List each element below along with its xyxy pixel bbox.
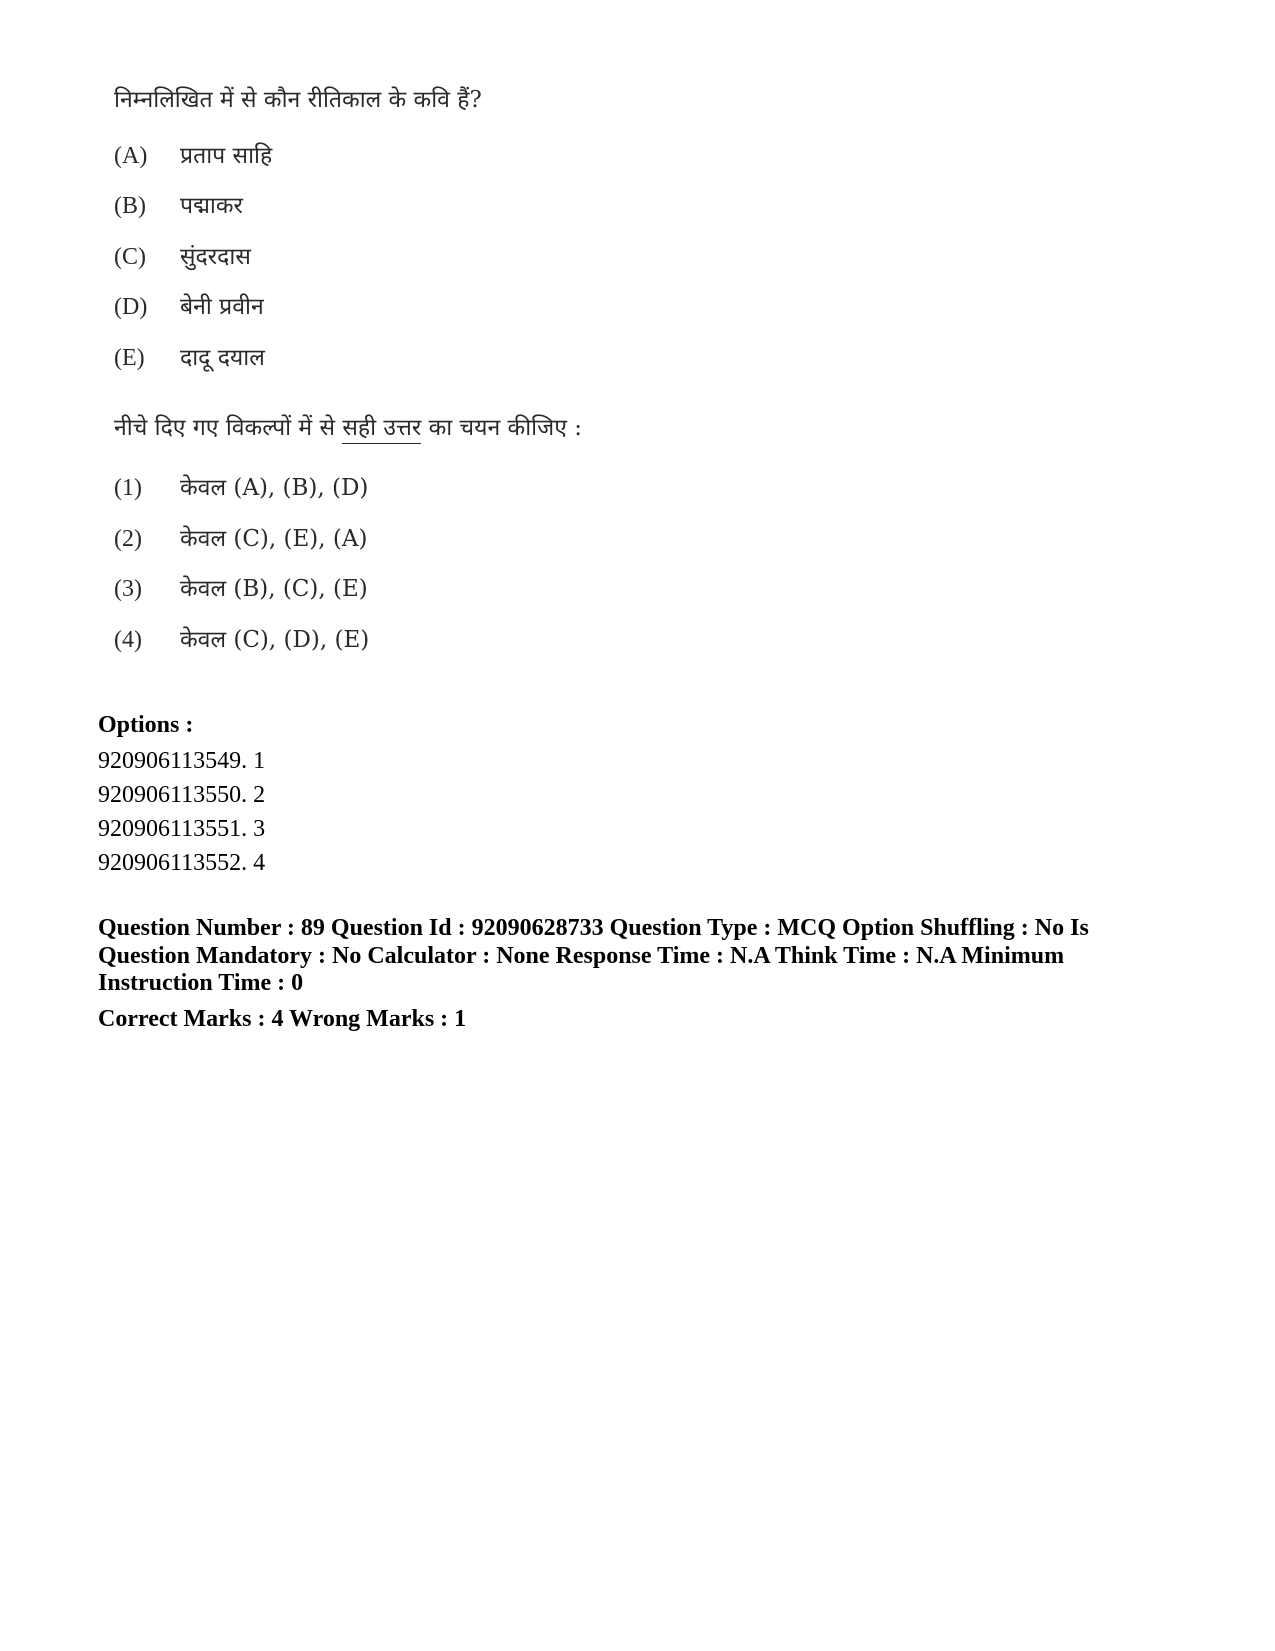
choice-2 xyxy=(114,521,367,553)
option-item: 920906113550. 2 xyxy=(98,782,266,808)
statement-letter: (C) xyxy=(114,244,146,270)
choice-text: केवल (A), (B), (D) xyxy=(180,475,369,501)
statement-text: दादू दयाल xyxy=(180,345,265,371)
option-item: 920906113552. 4 xyxy=(98,850,266,876)
choice-text: केवल (C), (E), (A) xyxy=(180,526,368,552)
question-stem: निम्नलिखित में से कौन रीतिकाल के कवि हैं? xyxy=(114,87,482,113)
instruction-text-end: का चयन कीजिए : xyxy=(421,415,582,441)
statement-a xyxy=(114,138,272,170)
statement-letter: (D) xyxy=(114,294,148,320)
question-instruction xyxy=(114,410,582,442)
statement-text: पद्माकर xyxy=(180,193,243,219)
option-item: 920906113551. 3 xyxy=(98,816,266,842)
statement-b xyxy=(114,188,243,220)
choice-3 xyxy=(114,571,368,603)
choice-number: (4) xyxy=(114,627,142,653)
choice-number: (1) xyxy=(114,475,142,501)
statement-letter: (E) xyxy=(114,345,145,371)
statement-text: सुंदरदास xyxy=(180,244,251,270)
statement-e xyxy=(114,340,265,372)
instruction-text: नीचे दिए गए विकल्पों में से xyxy=(114,415,343,441)
statement-text: प्रताप साहि xyxy=(180,143,273,169)
statement-text: बेनी प्रवीन xyxy=(180,294,264,320)
choice-1 xyxy=(114,470,368,502)
question-marks: Correct Marks : 4 Wrong Marks : 1 xyxy=(98,1006,467,1032)
statement-d xyxy=(114,289,264,321)
choice-text: केवल (B), (C), (E) xyxy=(180,576,368,602)
statement-c xyxy=(114,239,251,271)
options-label: Options : xyxy=(98,712,194,738)
statement-letter: (B) xyxy=(114,193,146,219)
option-item: 920906113549. 1 xyxy=(98,748,266,774)
choice-4 xyxy=(114,622,369,654)
question-image xyxy=(100,70,620,685)
instruction-underlined-text: सही उत्तर xyxy=(342,415,421,444)
choice-number: (2) xyxy=(114,526,142,552)
choice-number: (3) xyxy=(114,576,142,602)
choice-text: केवल (C), (D), (E) xyxy=(180,627,370,653)
options-list xyxy=(98,744,265,880)
statement-letter: (A) xyxy=(114,143,148,169)
question-details: Question Number : 89 Question Id : 92090628733 Question Type : MCQ Option Shuffling : No Is Question Mandatory : No Calculator : None Response Time : N.A Think Time : N.A Minimum Instruction Time : 0 xyxy=(98,915,1089,996)
